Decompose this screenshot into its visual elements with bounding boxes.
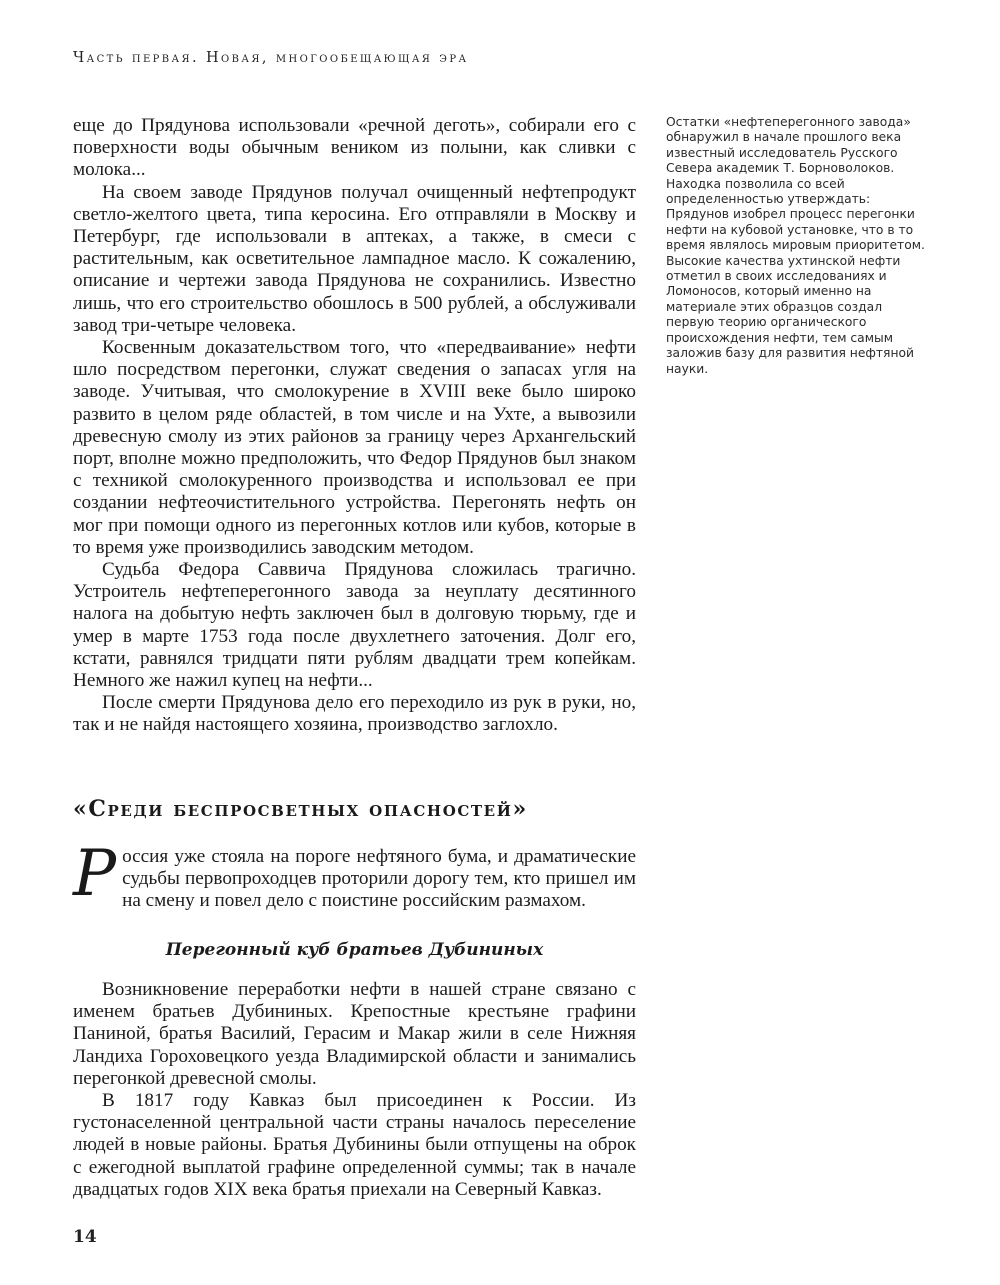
lead-text: оссия уже стояла на пороге нефтяного бума, и драматические судьбы первопроходцев проторили дорогу тем, кто пришел им на смену и повел дело с поистине российским размахом. — [122, 846, 636, 912]
paragraph: Косвенным доказательством того, что «передваивание» нефти шло посредством перегонки, служат сведения о запасах угля на заводе. Учитывая, что смолокурение в XVIII веке было широко развито в целом ряде областей, в том числе и на Ухте, а вывозили древесную смолу из этих районов за границу через Архангельский порт, вполне можно предположить, что Федор Прядунов был знаком с техникой смолокуренного производства и использовал ее при создании нефтеочистительного устройства. Перегонять нефть он мог при помощи одного из перегонных котлов или кубов, которые в то время уже производились заводским методом. — [73, 337, 636, 558]
paragraph: На своем заводе Прядунов получал очищенный нефтепродукт светло-желтого цвета, типа керосина. Его отправляли в Москву и Петербург, где использовали в аптеках, а также, в смеси с растительным, как осветительное лампадное масло. К сожалению, описание и чертежи завода Прядунова не сохранились. Известно лишь, что его строительство обошлось в 500 рублей, а обслуживали завод три-четыре человека. — [73, 181, 636, 336]
lead-paragraph — [73, 837, 636, 913]
section-title: «Среди беспросветных опасностей» — [73, 796, 528, 822]
running-head: Часть первая. Новая, многообещающая эра — [73, 50, 469, 66]
second-text-block — [73, 979, 636, 1201]
main-text-column — [73, 115, 636, 737]
paragraph: Судьба Федора Саввича Прядунова сложилась трагично. Устроитель нефтеперегонного завода за неуплату десятинного налога на добытую нефть заключен был в долговую тюрьму, где и умер в марте 1753 года после двухлетнего заточения. Долг его, кстати, равнялся тридцати пяти рублям двадцати трем копейкам. Немного же нажил купец на нефти... — [73, 559, 636, 692]
sidenote: Остатки «нефтеперегонного завода» обнаружил в начале прошлого века известный исследователь Русского Севера академик Т. Борноволоков. Находка позволила со всей определенностью утверждать: Прядунов изобрел процесс перегонки нефти на кубовой установке, что в то время являлось мировым приоритетом. Высокие качества ухтинской нефти отметил в своих исследованиях и Ломоносов, который именно на материале этих образцов создал первую теорию органического происхождения нефти, тем самым заложив базу для развития нефтяной науки. — [666, 115, 925, 376]
paragraph: еще до Прядунова использовали «речной деготь», собирали его с поверхности воды обычным веником из полыни, как сливки с молока... — [73, 115, 636, 181]
page-number: 14 — [73, 1227, 97, 1247]
drop-cap: Р — [73, 837, 117, 911]
subsection-heading: Перегонный куб братьев Дубининых — [165, 940, 544, 960]
paragraph: Возникновение переработки нефти в нашей стране связано с именем братьев Дубининых. Крепостные крестьяне графини Паниной, братья Василий, Герасим и Макар жили в селе Нижняя Ландиха Гороховецкого уезда Владимирской области и занимались перегонкой древесной смолы. — [73, 979, 636, 1089]
paragraph: В 1817 году Кавказ был присоединен к России. Из густонаселенной центральной части страны началось переселение людей в новые районы. Братья Дубинины были отпущены на оброк с ежегодной выплатой графине определенной суммы; так в начале двадцатых годов XIX века братья приехали на Северный Кавказ. — [73, 1090, 636, 1200]
paragraph: После смерти Прядунова дело его переходило из рук в руки, но, так и не найдя настоящего хозяина, производство заглохло. — [73, 692, 636, 736]
